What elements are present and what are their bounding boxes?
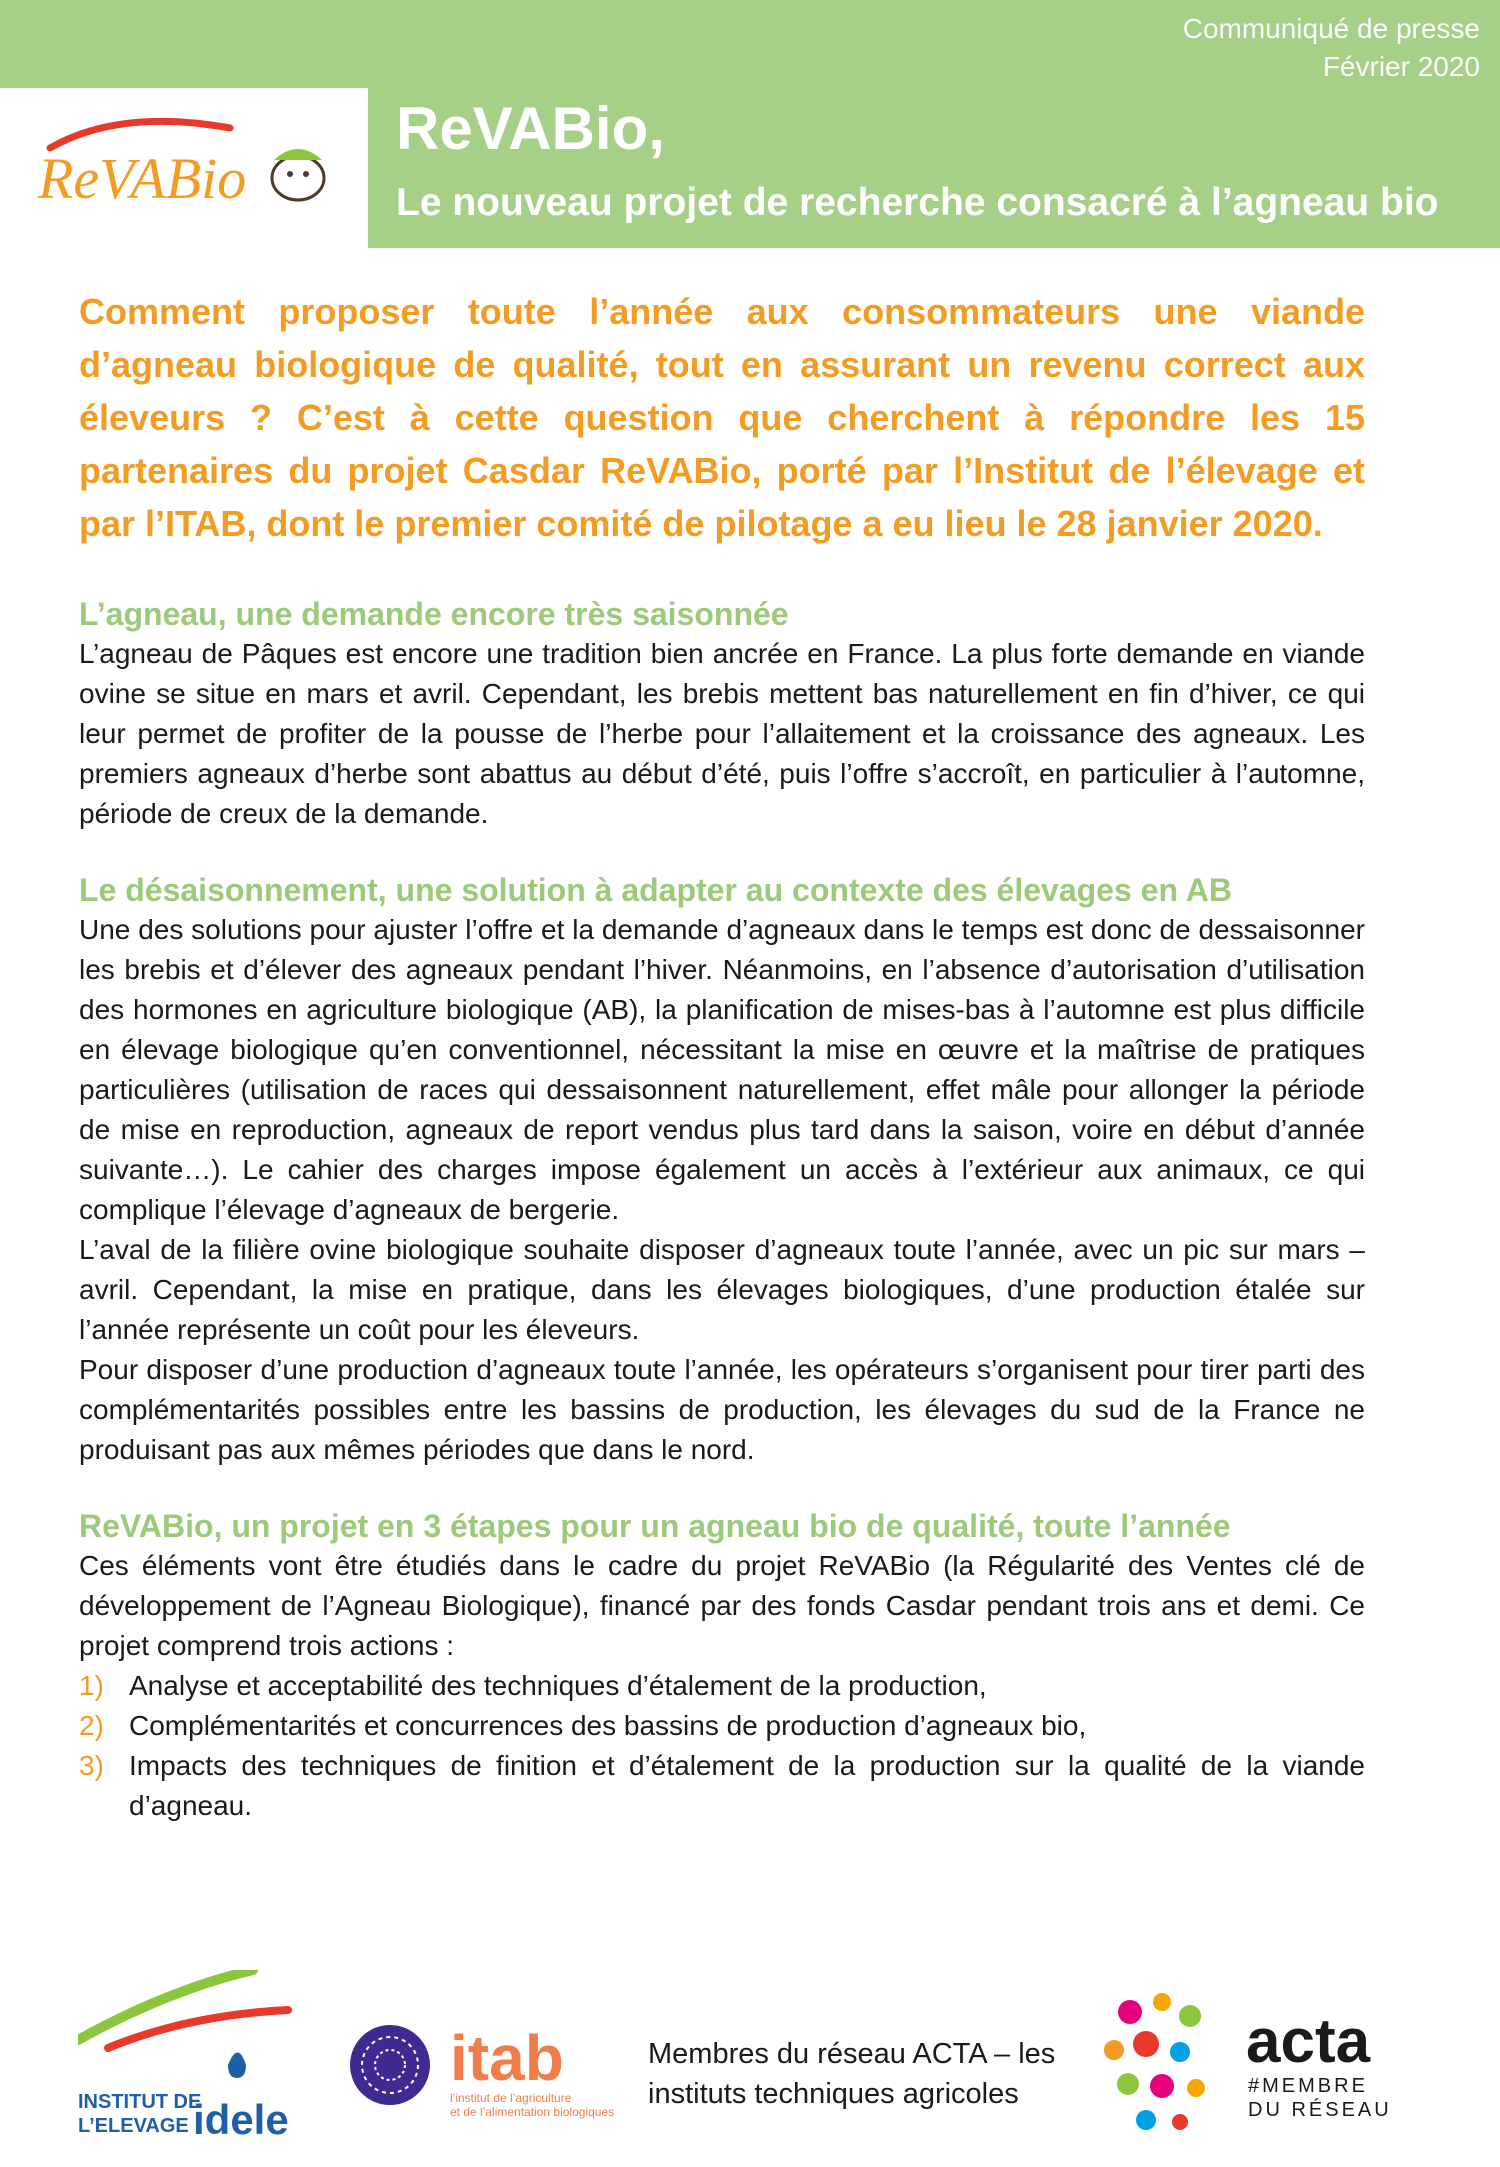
itab-tagline-2: et de l’alimentation biologiques (450, 2105, 615, 2119)
idele-logo (78, 1970, 308, 2140)
section-paragraph: L’aval de la filière ovine biologique souhaite disposer d’agneaux toute l’année, avec un pic sur mars –avril. Cependant, la mise en pratique, dans les élevages biologiques, d’une production étalée sur l’année représente un coût pour les éleveurs. (79, 1234, 1365, 1345)
page-title: ReVABio, (396, 95, 665, 162)
network-line-1: Membres du réseau ACTA – les (648, 2038, 1056, 2070)
project-steps-list (79, 1666, 1365, 1826)
section-heading: ReVABio, un projet en 3 étapes pour un agneau bio de qualité, toute l’année (79, 1508, 1231, 1544)
list-item (79, 1706, 1365, 1746)
itab-brand: itab (450, 2022, 564, 2094)
section-project (79, 1506, 1365, 1826)
section-demand (79, 594, 1365, 834)
section-heading: L’agneau, une demande encore très saisonnée (79, 596, 789, 632)
lead-paragraph: Comment proposer toute l’année aux consommateurs une viande d’agneau biologique de qualité, tout en assurant un revenu correct aux éleveurs ? C’est à cette question que cherchent à répondre les 15 partenaires du projet Casdar ReVABio, porté par l’Institut de l’élevage et par l’ITAB, dont le premier comité de pilotage a eu lieu le 28 janvier 2020. (79, 291, 1365, 544)
network-line-2: instituts techniques agricoles (648, 2078, 1019, 2110)
footer-logos (0, 1960, 1500, 2160)
step-number: 1) (79, 1670, 104, 1701)
logo-text: ReVABio (38, 146, 247, 211)
network-caption (648, 2034, 1055, 2114)
page-subtitle: Le nouveau projet de recherche consacré à l’agneau bio (396, 181, 1439, 224)
press-release-label (1183, 10, 1480, 86)
section-paragraph: Ces éléments vont être étudiés dans le cadre du projet ReVABio (la Régularité des Ventes clé de développement de l’Agneau Biologique), financé par des fonds Casdar pendant trois ans et demi. Ce projet comprend trois actions : (79, 1550, 1365, 1661)
acta-tagline-2: DU RÉSEAU (1248, 2099, 1392, 2121)
step-text: Analyse et acceptabilité des techniques d’étalement de la production, (129, 1670, 987, 1701)
main-content (79, 285, 1365, 1826)
list-item (79, 1666, 1365, 1706)
revabio-logo (30, 108, 330, 228)
step-text: Impacts des techniques de finition et d’étalement de la production sur la qualité de la viande d’agneau. (129, 1750, 1365, 1821)
acta-tagline-1: #MEMBRE (1248, 2075, 1368, 2097)
list-item (79, 1746, 1365, 1826)
itab-tagline-1: l’institut de l’agriculture (450, 2091, 572, 2105)
section-paragraph: L’agneau de Pâques est encore une tradition bien ancrée en France. La plus forte demande en viande ovine se situe en mars et avril. Cependant, les brebis mettent bas naturellement en fin d’hiver, ce qui leur permet de profiter de la pousse de l’herbe pour l’allaitement et la croissance des agneaux. Les premiers agneaux d’herbe sont abattus au début d’été, puis l’offre s’accroît, en particulier à l’automne, période de creux de la demande. (79, 638, 1365, 829)
itab-logo (350, 1980, 630, 2130)
acta-logo (1100, 1982, 1400, 2142)
step-number: 3) (79, 1750, 104, 1781)
idele-brand: idele (193, 2096, 289, 2140)
acta-brand: acta (1246, 2007, 1371, 2076)
step-text: Complémentarités et concurrences des bassins de production d’agneaux bio, (129, 1710, 1087, 1741)
press-date: Février 2020 (1322, 51, 1480, 82)
step-number: 2) (79, 1710, 104, 1741)
section-paragraph: Une des solutions pour ajuster l’offre et la demande d’agneaux dans le temps est donc de dessaisonner les brebis et d’élever des agneaux pendant l’hiver. Néanmoins, en l’absence d’autorisation d’utilisation des hormones en agriculture biologique (AB), la planification de mises-bas à l’automne est plus difficile en élevage biologique qu’en conventionnel, nécessitant la mise en œuvre et la maîtrise de pratiques particulières (utilisation de races qui dessaisonnent naturellement, effet mâle pour allonger la période de mise en reproduction, agneaux de report vendus plus tard dans la saison, voire en début d’année suivante…). Le cahier des charges impose également un accès à l’extérieur aux animaux, ce qui complique l’élevage d’agneaux de bergerie. (79, 914, 1365, 1225)
section-heading: Le désaisonnement, une solution à adapter au contexte des élevages en AB (79, 872, 1232, 908)
idele-line1: INSTITUT DE (78, 2091, 202, 2113)
section-paragraph: Pour disposer d’une production d’agneaux toute l’année, les opérateurs s’organisent pour tirer parti des complémentarités possibles entre les bassins de production, les élevages du sud de la France ne produisant pas aux mêmes périodes que dans le nord. (79, 1354, 1365, 1465)
press-label: Communiqué de presse (1182, 13, 1480, 44)
idele-line2: L’ELEVAGE (78, 2115, 189, 2137)
section-desaisonnement (79, 870, 1365, 1470)
